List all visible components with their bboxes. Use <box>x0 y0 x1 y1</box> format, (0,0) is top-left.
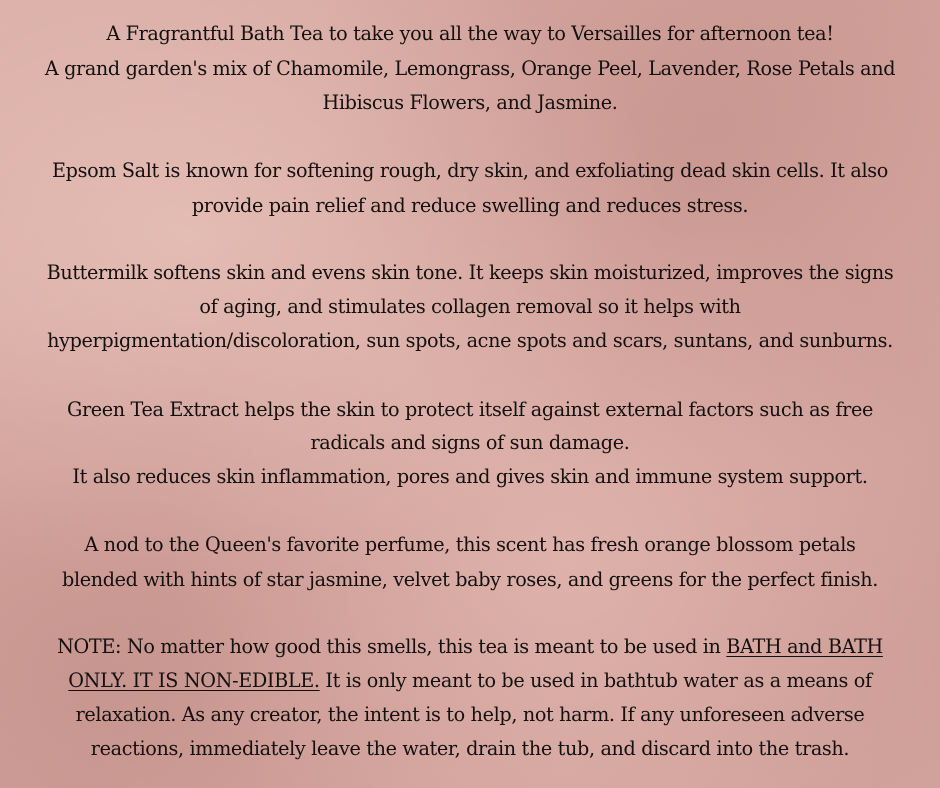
note-warning-underlined-1: BATH and BATH <box>726 635 883 658</box>
intro-line-1: A Fragrantful Bath Tea to take you all the way to Versailles for afternoon tea! <box>106 22 834 45</box>
epsom-line-2: provide pain relief and reduce swelling and reduces stress. <box>191 194 749 217</box>
note-line-1-text: NOTE: No matter how good this smells, this tea is meant to be used in <box>57 635 727 658</box>
intro-line-2: A grand garden's mix of Chamomile, Lemongrass, Orange Peel, Lavender, Rose Petals and <box>44 57 896 80</box>
buttermilk-line-2: of aging, and stimulates collagen removal so it helps with <box>199 295 741 318</box>
intro-line-3: Hibiscus Flowers, and Jasmine. <box>322 91 618 114</box>
buttermilk-line-1: Buttermilk softens skin and evens skin tone. It keeps skin moisturized, improves the signs <box>46 261 894 284</box>
note-line-2-text: It is only meant to be used in bathtub water as a means of <box>319 669 872 692</box>
note-warning-underlined-2: ONLY. IT IS NON-EDIBLE. <box>68 669 320 692</box>
green-tea-line-3: It also reduces skin inflammation, pores and gives skin and immune system support. <box>72 465 868 488</box>
note-line-4: reactions, immediately leave the water, drain the tub, and discard into the trash. <box>90 737 850 760</box>
buttermilk-line-3: hyperpigmentation/discoloration, sun spots, acne spots and scars, suntans, and sunburns. <box>47 329 893 352</box>
green-tea-line-2: radicals and signs of sun damage. <box>310 431 630 454</box>
green-tea-line-1: Green Tea Extract helps the skin to protect itself against external factors such as free <box>66 398 874 421</box>
scent-line-1: A nod to the Queen's favorite perfume, this scent has fresh orange blossom petals <box>84 533 856 556</box>
scent-line-2: blended with hints of star jasmine, velvet baby roses, and greens for the perfect finish. <box>62 568 878 591</box>
epsom-line-1: Epsom Salt is known for softening rough, dry skin, and exfoliating dead skin cells. It also <box>52 159 888 182</box>
note-line-2 <box>20 664 920 698</box>
note-line-1 <box>20 630 920 664</box>
note-line-3: relaxation. As any creator, the intent is to help, not harm. If any unforeseen adverse <box>75 703 865 726</box>
